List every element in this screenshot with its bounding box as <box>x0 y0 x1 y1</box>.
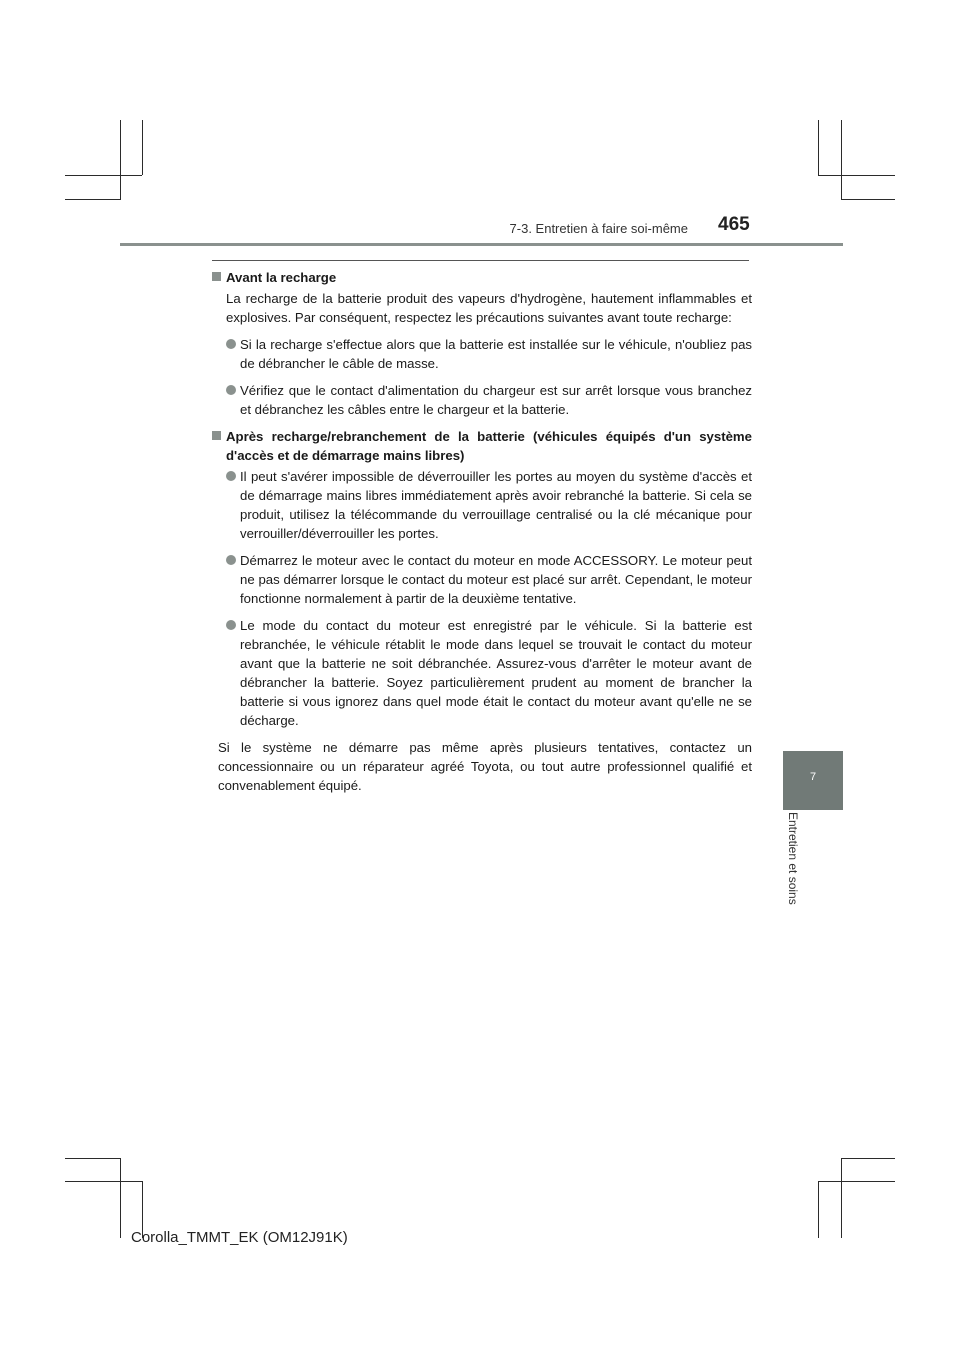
crop-mark <box>65 199 120 200</box>
crop-mark <box>841 199 895 200</box>
list-item-text: Démarrez le moteur avec le contact du moteur en mode ACCESSORY. Le moteur peut ne pas démarrer lorsque le contact du moteur est placé sur arrêt. Cependant, le moteur fonctionne normalement à partir de la deuxième tentative. <box>240 553 752 606</box>
chapter-tab <box>783 751 843 810</box>
section-heading <box>212 268 752 287</box>
crop-mark <box>841 120 842 200</box>
square-bullet-icon <box>212 431 221 440</box>
round-bullet-icon <box>226 620 236 630</box>
content-rule <box>212 260 749 261</box>
list-item-text: Vérifiez que le contact d'alimentation du chargeur est sur arrêt lorsque vous branchez et débranchez les câbles entre le chargeur et la batterie. <box>240 383 752 417</box>
section-heading <box>212 427 752 465</box>
crop-mark <box>142 120 143 175</box>
crop-mark <box>818 175 895 176</box>
list-item-text: Si la recharge s'effectue alors que la batterie est installée sur le véhicule, n'oubliez pas de débrancher le câble de masse. <box>240 337 752 371</box>
paragraph: La recharge de la batterie produit des vapeurs d'hydrogène, hautement inflammables et explosives. Par conséquent, respectez les précautions suivantes avant toute recharge: <box>226 291 752 325</box>
page-number: 465 <box>718 214 750 235</box>
round-bullet-icon <box>226 385 236 395</box>
section-heading-text: Après recharge/rebranchement de la batterie (véhicules équipés d'un système d'accès et de démarrage mains libres) <box>226 429 752 463</box>
list-item <box>212 467 752 543</box>
crop-mark <box>818 120 819 175</box>
crop-mark <box>65 175 142 176</box>
chapter-title: Entretien et soins <box>786 812 800 905</box>
round-bullet-icon <box>226 471 236 481</box>
document-id: Corolla_TMMT_EK (OM12J91K) <box>131 1229 348 1246</box>
list-item <box>212 551 752 608</box>
list-item <box>212 381 752 419</box>
page-content <box>212 268 752 803</box>
crop-mark <box>841 1158 895 1159</box>
crop-mark <box>120 120 121 200</box>
list-item-text: Il peut s'avérer impossible de déverrouiller les portes au moyen du système d'accès et de démarrage mains libres immédiatement après avoir rebranché la batterie. Si cela se produit, utilisez la télécommande du verrouillage centralisé ou la clé mécanique pour verrouiller/déverrouiller les portes. <box>240 469 752 541</box>
crop-mark <box>818 1181 895 1182</box>
header-rule <box>120 243 843 246</box>
list-item <box>212 616 752 730</box>
round-bullet-icon <box>226 339 236 349</box>
list-item <box>212 335 752 373</box>
list-item-text: Le mode du contact du moteur est enregistré par le véhicule. Si la batterie est rebranchée, le véhicule rétablit le mode dans lequel se trouvait le contact du moteur avant que la batterie ne soit débranchée. Assurez-vous d'arrêter le moteur avant de débrancher la batterie. Soyez particulièrement prudent au moment de brancher la batterie si vous ignorez dans quel mode était le contact du moteur avant qu'elle ne se décharge. <box>240 618 752 728</box>
crop-mark <box>120 1158 121 1238</box>
square-bullet-icon <box>212 272 221 281</box>
round-bullet-icon <box>226 555 236 565</box>
section-title: 7-3. Entretien à faire soi-même <box>509 221 688 236</box>
crop-mark <box>65 1181 142 1182</box>
crop-mark <box>818 1181 819 1238</box>
section-heading-text: Avant la recharge <box>226 270 337 285</box>
crop-mark <box>65 1158 120 1159</box>
crop-mark <box>841 1158 842 1238</box>
chapter-number: 7 <box>809 771 817 783</box>
closing-paragraph: Si le système ne démarre pas même après plusieurs tentatives, contactez un concessionnaire ou un réparateur agréé Toyota, ou tout autre professionnel qualifié et convenablement équipé. <box>218 740 752 793</box>
